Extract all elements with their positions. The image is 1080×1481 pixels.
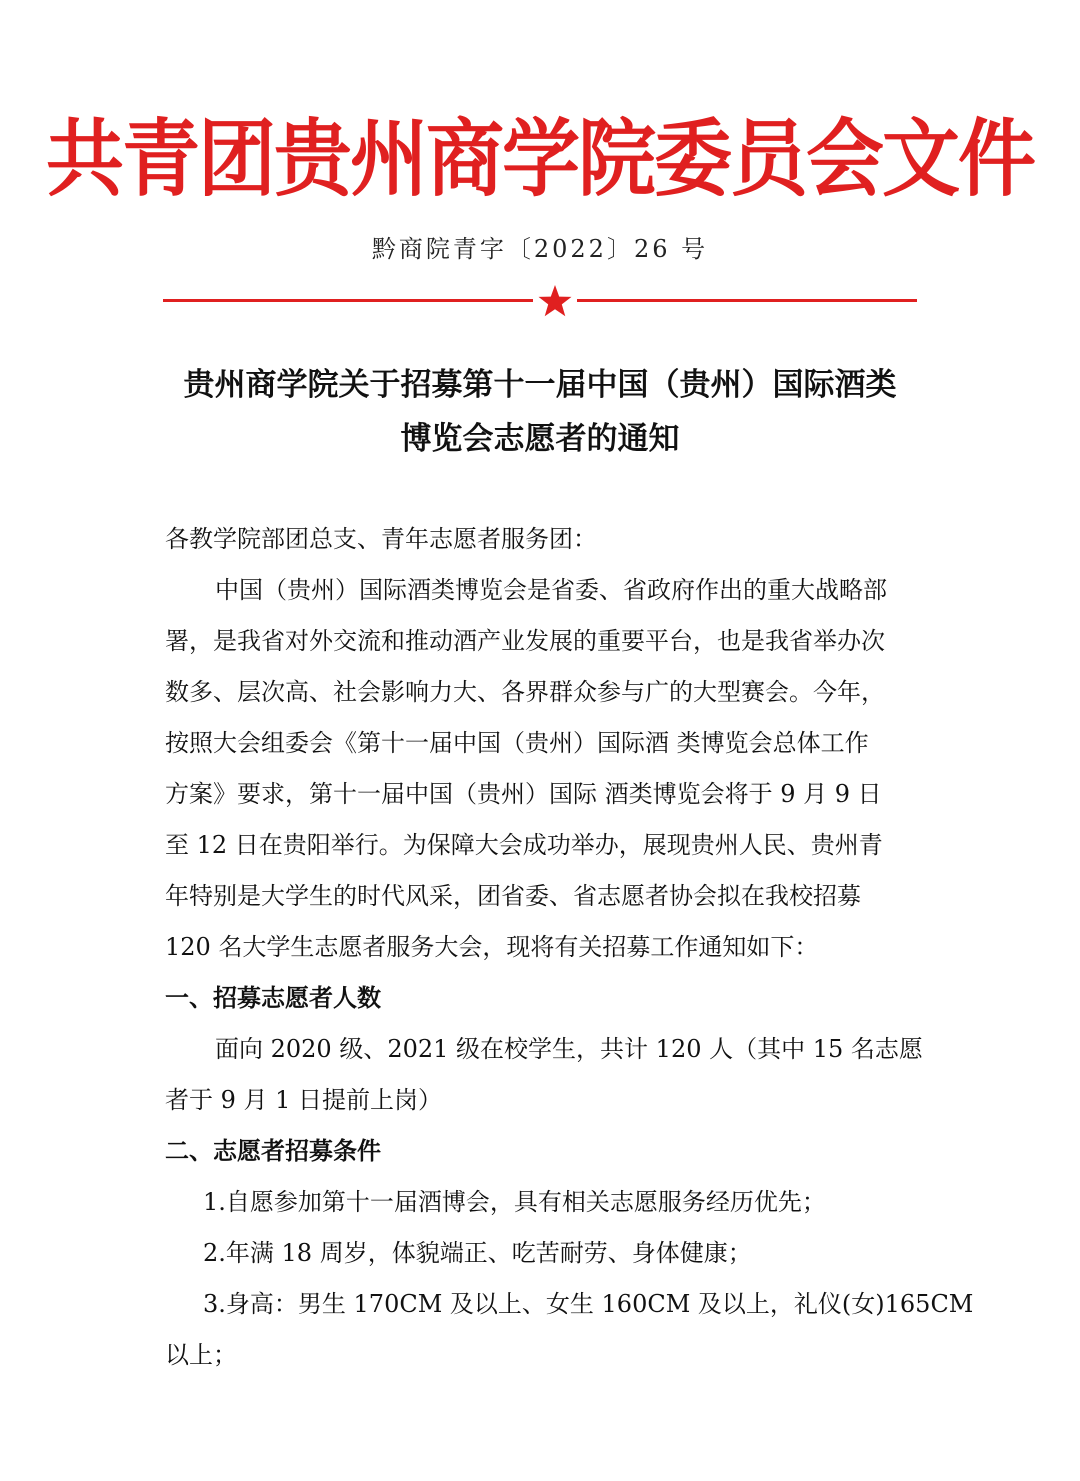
paragraph-line: 120 名大学生志愿者服务大会，现将有关招募工作通知如下： [165, 933, 819, 961]
header-divider [163, 284, 917, 318]
paragraph-line: 者于 9 月 1 日提前上岗） [165, 1086, 443, 1114]
divider-line-left [163, 299, 533, 302]
section-heading-conditions: 二、志愿者招募条件 [165, 1137, 381, 1165]
list-item-continuation: 以上； [165, 1341, 237, 1369]
document-number: 黔商院青字〔2022〕26 号 [371, 235, 709, 263]
paragraph-line: 按照大会组委会《第十一届中国（贵州）国际酒 类博览会总体工作 [165, 729, 869, 757]
masthead-title: 共青团贵州商学院委员会文件 [45, 111, 1034, 209]
star-icon [537, 284, 573, 318]
title-line-2: 博览会志愿者的通知 [400, 421, 680, 457]
paragraph-line: 至 12 日在贵阳举行。为保障大会成功举办，展现贵州人民、贵州青 [165, 831, 883, 859]
document-body [165, 514, 974, 1381]
paragraph-line: 方案》要求，第十一届中国（贵州）国际 酒类博览会将于 9 月 9 日 [165, 780, 882, 808]
paragraph-line: 年特别是大学生的时代风采，团省委、省志愿者协会拟在我校招募 [165, 882, 861, 910]
divider-line-right [577, 299, 917, 302]
document-title [150, 358, 930, 466]
paragraph-line: 中国（贵州）国际酒类博览会是省委、省政府作出的重大战略部 [215, 576, 887, 604]
paragraph-line: 面向 2020 级、2021 级在校学生，共计 120 人（其中 15 名志愿 [215, 1035, 923, 1063]
salutation: 各教学院部团总支、青年志愿者服务团： [165, 525, 597, 553]
paragraph-line: 数多、层次高、社会影响力大、各界群众参与广的大型赛会。今年， [165, 678, 885, 706]
title-line-1: 贵州商学院关于招募第十一届中国（贵州）国际酒类 [183, 367, 897, 403]
list-item: 1.自愿参加第十一届酒博会，具有相关志愿服务经历优先； [203, 1188, 826, 1216]
paragraph-line: 署，是我省对外交流和推动酒产业发展的重要平台，也是我省举办次 [165, 627, 885, 655]
section-heading-recruit-count: 一、招募志愿者人数 [165, 984, 381, 1012]
list-item: 2.年满 18 周岁，体貌端正、吃苦耐劳、身体健康； [203, 1239, 752, 1267]
list-item: 3.身高：男生 170CM 及以上、女生 160CM 及以上，礼仪(女)165CM [203, 1290, 974, 1318]
